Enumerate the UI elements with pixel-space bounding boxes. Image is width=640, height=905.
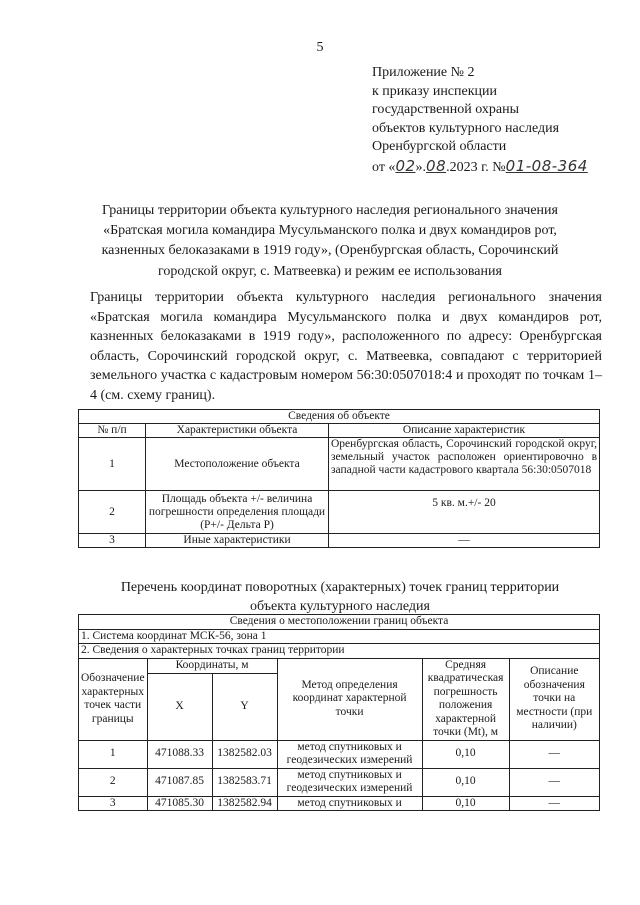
appendix-line: к приказу инспекции: [372, 83, 498, 99]
title-line: Перечень координат поворотных (характерных) точек границ территории: [120, 580, 560, 595]
table-row: [79, 796, 600, 811]
table-row: [79, 534, 600, 548]
point-description: —: [509, 796, 599, 811]
point-method: метод спутниковых и геодезических измерений: [277, 768, 422, 796]
row-characteristic: Иные характеристики: [146, 534, 329, 548]
boundary-paragraph: Границы территории объекта культурного наследия регионального значения «Братская могила командира Мусульманского полка и двух командиров рот, казненных белоказаками в 1919 году», расположенного по адресу: Оренбургская область, Сорочинский городской округ, с. Матвеевка, совпадают с территорией земельного участка с кадастровым номером 56:30:0507018:4 и проходят по точкам 1–4 (см. схему границ).: [90, 290, 602, 403]
point-y: 1382582.94: [212, 796, 277, 811]
header-y: Y: [212, 673, 277, 740]
coordinates-title: [80, 579, 600, 616]
header-point-description: Описание обозначения точки на местности (при наличии): [509, 658, 599, 740]
point-method: метод спутниковых и: [277, 796, 422, 811]
row-num: 1: [79, 438, 146, 491]
points-section-row: 2. Сведения о характерных точках границ территории: [79, 644, 600, 659]
table-row: [79, 438, 600, 491]
row-characteristic: Местоположение объекта: [146, 438, 329, 491]
point-method: метод спутниковых и геодезических измерений: [277, 740, 422, 768]
point-x: 471087.85: [147, 768, 212, 796]
object-table-caption: Сведения об объекте: [79, 410, 600, 424]
date-prefix: от «: [372, 159, 396, 175]
header-x: X: [147, 673, 212, 740]
row-description: Оренбургская область, Сорочинский городской округ, земельный участок расположен ориентировочно в западной части кадастрового квартала 56:30:0507018: [329, 438, 600, 491]
point-description: —: [509, 740, 599, 768]
table-row: [79, 768, 600, 796]
title-line: «Братская могила командира Мусульманского полка и двух командиров рот,: [103, 223, 557, 239]
page-number: 5: [316, 40, 324, 55]
title-line: Границы территории объекта культурного наследия регионального значения: [102, 203, 558, 218]
header-method: Метод определения координат характерной точки: [277, 658, 422, 740]
point-error: 0,10: [422, 740, 509, 768]
document-title: [70, 201, 590, 282]
point-x: 471085.30: [147, 796, 212, 811]
handwritten-month: 08: [426, 156, 447, 175]
point-error: 0,10: [422, 768, 509, 796]
point-x: 471088.33: [147, 740, 212, 768]
appendix-date-line: [372, 157, 588, 178]
coordinates-table: [78, 614, 600, 811]
coord-table-caption: Сведения о местоположении границ объекта: [79, 615, 600, 630]
appendix-line: Приложение № 2: [372, 65, 475, 80]
object-info-table: [78, 409, 600, 548]
header-error: Средняя квадратическая погрешность положения характерной точки (Mt), м: [422, 658, 509, 740]
row-num: 2: [79, 491, 146, 534]
appendix-line: государственной охраны: [372, 102, 520, 118]
point-number: 3: [79, 796, 148, 811]
title-line: объекта культурного наследия: [250, 598, 430, 614]
header-description: Описание характеристик: [329, 424, 600, 438]
title-line: казненных белоказаками в 1919 году», (Оренбургская область, Сорочинский: [101, 243, 559, 259]
point-number: 2: [79, 768, 148, 796]
header-num: № п/п: [79, 424, 146, 438]
header-coordinates: Координаты, м: [147, 658, 277, 673]
header-point: Обозначение характерных точек части границы: [79, 658, 148, 740]
appendix-line: объектов культурного наследия: [372, 120, 560, 136]
point-description: —: [509, 768, 599, 796]
point-y: 1382583.71: [212, 768, 277, 796]
point-y: 1382582.03: [212, 740, 277, 768]
row-characteristic: Площадь объекта +/- величина погрешности определения площади (Р+/- Дельта Р): [146, 491, 329, 534]
table-row: [79, 491, 600, 534]
header-characteristic: Характеристики объекта: [146, 424, 329, 438]
row-description: —: [329, 534, 600, 548]
date-year: .2023 г. №: [446, 159, 506, 175]
row-num: 3: [79, 534, 146, 548]
appendix-line: Оренбургской области: [372, 139, 507, 155]
title-line: городской округ, с. Матвеевка) и режим ее использования: [158, 263, 502, 279]
coord-system-row: 1. Система координат МСК-56, зона 1: [79, 629, 600, 644]
row-description: 5 кв. м.+/- 20: [329, 491, 600, 534]
date-mid: ».: [415, 159, 427, 175]
appendix-header: [372, 64, 588, 178]
handwritten-day: 02: [395, 156, 416, 175]
table-row: [79, 740, 600, 768]
point-error: 0,10: [422, 796, 509, 811]
point-number: 1: [79, 740, 148, 768]
handwritten-order-number: 01-08-364: [505, 156, 588, 175]
